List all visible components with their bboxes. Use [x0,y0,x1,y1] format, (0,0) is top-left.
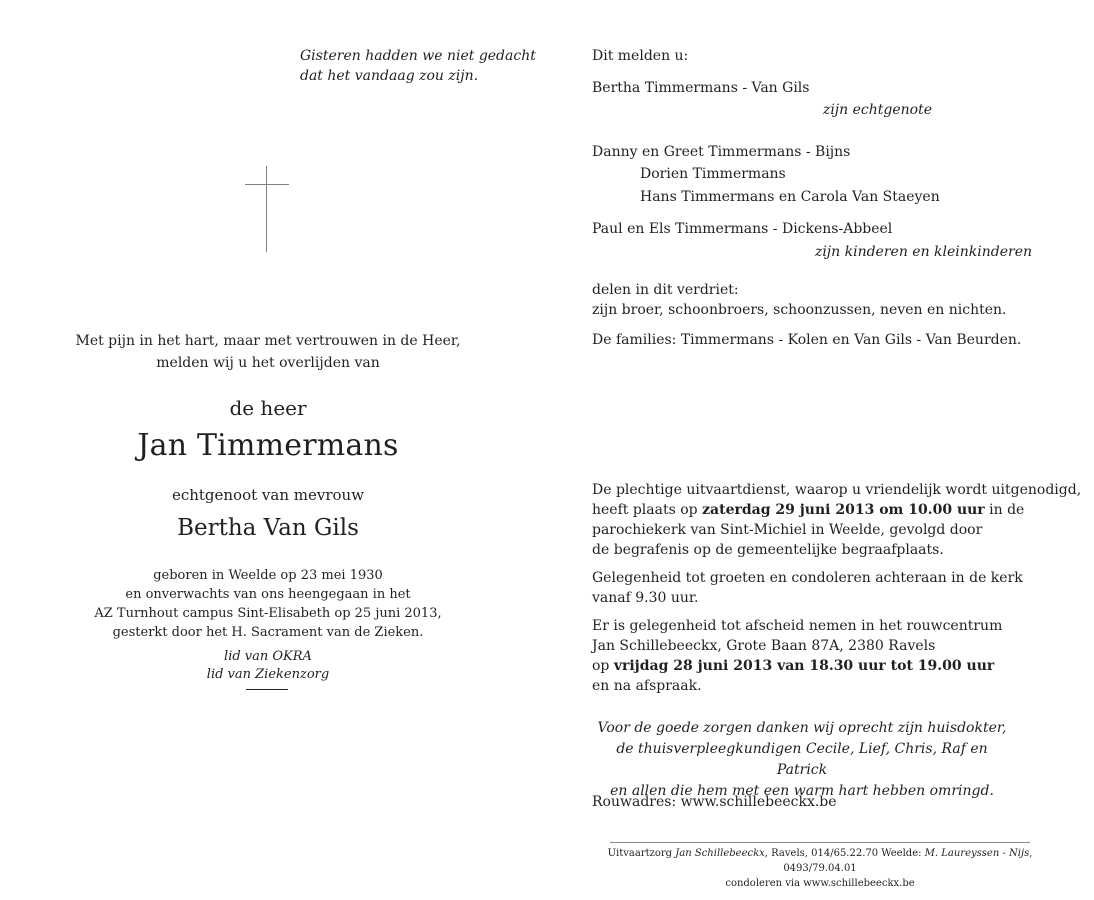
farewell-line: en na afspraak. [592,678,702,694]
thanks-note [592,718,1012,802]
intro-line: melden wij u het overlijden van [156,355,380,371]
divider [246,689,288,690]
thanks-line: en allen die hem met een warm hart hebben omringd. [610,783,994,799]
funeral-service [592,480,1081,560]
farewell-date: vrijdag 28 juni 2013 van 18.30 uur tot 19.00 uur [613,658,995,674]
child-line: Danny en Greet Timmermans - Bijns [592,144,851,160]
announcers-heading: Dit melden u: [592,48,689,64]
quote-line: dat het vandaag zou zijn. [300,68,479,84]
spouse-intro: echtgenoot van mevrouw [171,486,365,504]
grandchild-line: Hans Timmermans en Carola Van Staeyen [640,189,940,205]
grandchild-line: Dorien Timmermans [640,166,786,182]
spouse-line: Bertha Timmermans - Van Gils [592,80,810,96]
condolence-line: Gelegenheid tot groeten en condoleren achteraan in de kerk [592,570,1023,586]
life-line: en onverwachts van ons heengegaan in het [125,587,411,602]
title: de heer [229,396,307,420]
service-line: de begrafenis op de gemeentelijke begraafplaats. [592,542,944,558]
opening-quote [300,46,536,86]
announcement-intro [40,330,496,374]
life-line: AZ Turnhout campus Sint-Elisabeth op 25 juni 2013, [94,606,442,621]
share-grief [592,280,1006,320]
membership: lid van OKRA [224,649,312,664]
footer-line: condoleren via www.schillebeeckx.be [725,878,915,889]
condolence-line: vanaf 9.30 uur. [592,590,699,606]
spouse-role: zijn echtgenote [822,102,932,118]
spouse-name: Bertha Van Gils [177,515,359,541]
share-line: delen in dit verdriet: [592,282,739,298]
farewell-info [592,616,1002,696]
deceased-name: Jan Timmermans [137,428,399,463]
service-line: parochiekerk van Sint-Michiel in Weelde, gevolgd door [592,522,983,538]
quote-line: Gisteren hadden we niet gedacht [300,48,536,64]
life-line: gesterkt door het H. Sacrament van de Zieken. [112,625,424,640]
mourning-address: Rouwadres: www.schillebeeckx.be [592,794,837,810]
service-line: heeft plaats op zaterdag 29 juni 2013 om 10.00 uur in de [592,502,1025,518]
membership: lid van Ziekenzorg [206,667,330,682]
life-line: geboren in Weelde op 23 mei 1930 [153,568,383,583]
child-line: Paul en Els Timmermans - Dickens-Abbeel [592,221,893,237]
footer [600,846,1040,891]
service-line: De plechtige uitvaartdienst, waarop u vriendelijk wordt uitgenodigd, [592,482,1082,498]
thanks-line: Voor de goede zorgen danken wij oprecht zijn huisdokter, [597,720,1007,736]
memberships [40,648,496,684]
families-line: De families: Timmermans - Kolen en Van Gils - Van Beurden. [592,332,1022,348]
farewell-line: Jan Schillebeeckx, Grote Baan 87A, 2380 Ravels [592,638,936,654]
thanks-line: de thuisverpleegkundigen Cecile, Lief, Chris, Raf en Patrick [616,741,988,778]
share-line: zijn broer, schoonbroers, schoonzussen, neven en nichten. [592,302,1007,318]
farewell-line: Er is gelegenheid tot afscheid nemen in het rouwcentrum [592,618,1003,634]
footer-divider [610,842,1030,843]
intro-line: Met pijn in het hart, maar met vertrouwen in de Heer, [75,333,461,349]
farewell-line: op vrijdag 28 juni 2013 van 18.30 uur tot 19.00 uur [592,658,995,674]
life-details [40,566,496,642]
condolences-info [592,568,1023,608]
service-date: zaterdag 29 juni 2013 om 10.00 uur [702,502,985,518]
children-role: zijn kinderen en kleinkinderen [814,244,1032,260]
footer-line: Uitvaartzorg Jan Schillebeeckx, Ravels, 014/65.22.70 Weelde: M. Laureyssen - Nijs, 0493/79.04.01 [607,848,1033,874]
